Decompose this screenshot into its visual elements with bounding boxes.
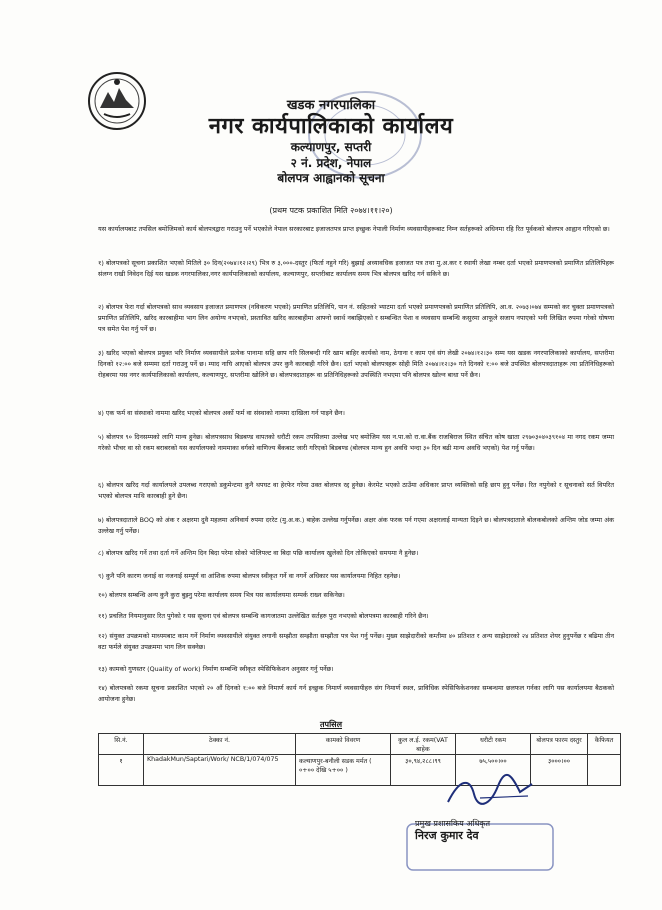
clause-13: १३) कामको गुणस्तर (Quality of work) निर्माण सम्बन्धि स्वीकृत स्पेसिफिकेशन अनुसार गर्नु पर्नेछ। (98, 665, 334, 673)
office-name: नगर कार्यपालिकाको कार्यालय (208, 114, 454, 139)
signatory-name: निरज कुमार देव (415, 829, 479, 842)
cell-sn: १ (99, 755, 144, 786)
clause-3: ३) खरिद भएको बोलपत्र प्रयुक्त भरि निर्माण व्यवसायीले प्रत्येक पानामा सहि छाप गरि सिलबन्दी गरि खाम बाहिर कार्यको नाम, ठेगाना र काम एवं संग लेखी २०७४।१२।३० सम्म यस खडक नगरपालिकाको कार्यालय, सप्तरीमा दिनको १२:०० बजे सम्ममा दर्ता गराउनु पर्ने छ। म्याद नाघि आएको बोलपत्र उपर कुनै कारबाही गरिने छैन। दर्ता भएको बोलपत्रहरू सोही मिति २०७४।१२।३० गते दिनको १:०० बजे उपस्थित बोलपत्रदाताहरू त्या प्रतिनिधिहरूको रोहबरमा यस नगर कार्यपालिकाको कार्यालय, कल्याणपुर, सप्तरीमा खोलिने छ। बोलपत्रदाताहरू वा प्रतिनिधिहरूको उपस्थिति नभएमा पनि बोलपत्र खोल्न बाधा पर्ने छैन। (98, 349, 614, 379)
signatory-block (415, 818, 490, 842)
clause-7: ७) बोलपत्रदाताले BOQ को अंक र अक्षरमा दुवै महलमा अनिवार्य रुपमा दररेट (मु.अ.क.) बाहेक उल्लेख गर्नुपर्नेछ। अक्षर अंक फरक पर्न गएमा अक्षरलाई मान्यता दिइने छ। बोलपत्रदाताले बोलकबोलको अन्तिम जोड जम्मा अंक उल्लेख गर्नु पर्नेछ। (98, 516, 614, 535)
clause-11: ११) प्रचलित नियमानुसार रित पुगेको र यस सूचना एवं बोलपत्र सम्बन्धि कागजातमा उल्लेखित सर्तहरु पुरा नभएको बोलपत्रमा कारबाही गरिने छैन। (98, 612, 429, 620)
clause-8: ८) बोलपत्र खरिद गर्ने तथा दर्ता गर्ने अन्तिम दिन बिदा परेमा सोको भोलिपल्ट वा बिदा पछि कार्यालय खुलेको दिन तोकिएको समयमा नै हुनेछ। (98, 549, 419, 557)
signatory-title: प्रमुख प्रशासकिय अधिकृत (415, 819, 491, 828)
notice-title: बोलपत्र आह्वानको सूचना (277, 171, 385, 185)
clause-14: १४) बोलपत्रको रकमा सूचना प्रकाशित भएको २० औं दिनको १:०० बजे निमार्ण कार्य गर्न इच्छुक निमार्ण व्यवसायीहरु संग निमार्ण स्थल, प्राविधिक स्पेसिफिकेशनका सम्बन्धमा छलफल गर्नका लागि यस कार्यालयमा बैठकको आयोजना हुनेछ। (98, 684, 614, 703)
col-header-bid-security: धरौटी रकम (456, 734, 531, 755)
table-row (99, 755, 621, 786)
col-header-work-description: कामको विवरण (296, 734, 391, 755)
col-header-estimate: कुल ल.ई. रकम(VAT बाहेक (391, 734, 456, 755)
cell-form-fee: ३०००।०० (531, 755, 588, 786)
nepal-emblem-icon (86, 70, 148, 132)
cell-bid-security: ७५,५००।०० (456, 755, 531, 786)
col-header-remarks: कैफियत (588, 734, 621, 755)
cell-remarks (588, 755, 621, 786)
clause-6: ६) बोलपत्र खरिद गर्दा कार्यालयले उपलब्ध गराएको डकुमेन्टमा कुनै थपघट वा हेरफेर गरेमा उक्त बोलपत्र रद्द हुनेछ। केरमेट भएको ठाउँमा अधिकार प्राप्त व्यक्तिको सहि छाप हुनु पर्नेछ। रित नपुगेको र सूचनाको सर्त विपरित भएको बोलपत्र माथि कारबाही हुने छैन। (98, 481, 614, 500)
clause-12: १२) संयुक्त उपक्रमको माध्यमबाट काम गर्ने निर्माण व्यवसायीले संयुक्त लगानी सम्झौता सम्झौता सम्झौता पत्र पेश गर्नु पर्नेछ। मुख्य साझेदारीको कम्तीमा ४० प्रतिशत र अन्य साझेदारको २४ प्रतिशत शेयर हुनुपर्नेछ र बढिमा तीन वटा फर्मले संयुक्त उपक्रममा भाग लिन सक्नेछ। (98, 632, 614, 651)
signature-icon (440, 772, 540, 812)
table-header-row (99, 734, 621, 755)
cell-contract-no: KhadakMun/Saptari/Work/ NCB/1/074/075 (144, 755, 296, 786)
cell-estimate: ३०,९४,२८८।९९ (391, 755, 456, 786)
clause-2: २) बोलपत्र फेरा गर्दा बोलपत्रको साथ व्यवसाय इजाजत प्रमाणपत्र (नविकरण भएको) प्रमाणित प्रतिलिपि, पान नं. सहितको भ्याटमा दर्ता भएको प्रमाणपत्रको प्रमाणित प्रतिलिपि, आ.व. २०७३।०७४ सम्मको कर चुक्ता प्रमाणपत्रको प्रमाणित प्रतिलिपि, खरिद कारबाहीमा भाग लिन अयोग्य नभएको, प्रस्तावित खरिद कारबाहीमा आफ्नो स्वार्थ नबाझिएको र सम्बन्धित पेशा व व्यवसाय सम्बन्धि कसुरमा आफूले सजाय नपाएको भनी लिखित रुपमा गरेको घोषणा पत्र समेत पेश गर्नु पर्ने छ। (98, 303, 614, 333)
cell-work-description: कल्याणपुर-बनौली सडक मर्मत ( ०+०० देखि ५+०० ) (296, 755, 391, 786)
clause-4: ४) एक फर्म वा संस्थाको नाममा खरिद भएको बोलपत्र अर्को फर्म वा संस्थाको नाममा दाखिला गर्न पाइने छैन। (98, 409, 345, 417)
municipality-name: खडक नगरपालिका (286, 98, 376, 113)
col-header-form-fee: बोलपत्र फारम दस्तुर (531, 734, 588, 755)
province-label: २ नं. प्रदेश, नेपाल (290, 156, 372, 170)
col-header-sn: सि.नं. (99, 734, 144, 755)
publish-date: (प्रथम पटक प्रकाशित मिति २०७४।११।२०) (269, 206, 393, 215)
clause-9: ९) कुनै पनि कारण जनाई वा नजनाई सम्पूर्ण वा आंशिक रुपमा बोलपत्र स्वीकृत गर्ने वा नगर्ने अधिकार यस कार्यालयमा निहित रहनेछ। (98, 572, 401, 580)
office-location: कल्याणपुर, सप्तरी (290, 140, 372, 154)
tender-schedule-table (98, 733, 621, 786)
clause-1: १) बोलपत्रको सूचना प्रकाशित भएको मितिले ३० दिन(२०७४।१२।२९) भित्र रु ३,०००-दस्तुर (फिर्ता नहुने गरि) बुझाई अध्यावधिक इजाजत पत्र तथा मु.अ.कर र स्थायी लेखा नम्बर दर्ता भएको प्रमाणपत्रको प्रमाणित प्रतिलिपिहरू संलग्न राखी निवेदन दिई यस खडक नगरपालिका,नगर कार्यपालिकाको कार्यालय, कल्याणपुर, सप्तरीबाट कार्यालय समय भित्र बोलपत्र खरिद गर्न सकिने छ। (98, 259, 614, 278)
col-header-contract-no: ठेक्का नं. (144, 734, 296, 755)
clause-10: १०) बोलपत्र सम्बन्धि अन्य कुनै कुरा बुझ्नु परेमा कार्यालय समय भित्र यस कार्यालयमा सम्पर्क राख्न सकिनेछ। (98, 591, 345, 599)
clause-5: ५) बोलपत्र ९० दिनसम्मको लागि मान्य हुनेछ। बोलपत्रसाथ बिडबण्ड वापतको धरौटी रकम तपसिलमा उल्लेख भए बमोजिम यस न.पा.को रा.वा.बैंक राजबिराज स्थित संचित कोष खाता २९७०३०४०३९१०४ मा नगद रकम जम्मा गरेको भौचर वा सो रकम बराबरको यस कार्यालयको नाममाका वर्गको वाणिज्य बैंकबाट जारी गरिएको बिडबण्ड (बोलपत्र मान्य हुन अवधि भन्दा ३० दिन बढी मान्य अवधि भएको) पेश गर्नु पर्नेछ। (98, 433, 614, 452)
intro-paragraph: यस कार्यालयबाट तपसिल बमोजिमको कार्य बोलपत्रद्वारा गराउनु पर्ने भएकोले नेपाल सरकारबाट इजाजतपत्र प्राप्त इच्छुक नेपाली निर्माण व्यवसायीहरूबाट निम्न सर्तहरूको अधिनमा रहि रित पूर्वकको बोलपत्र आह्वान गरिएको छ। (98, 225, 610, 233)
schedule-title: तपसिल (320, 720, 343, 729)
